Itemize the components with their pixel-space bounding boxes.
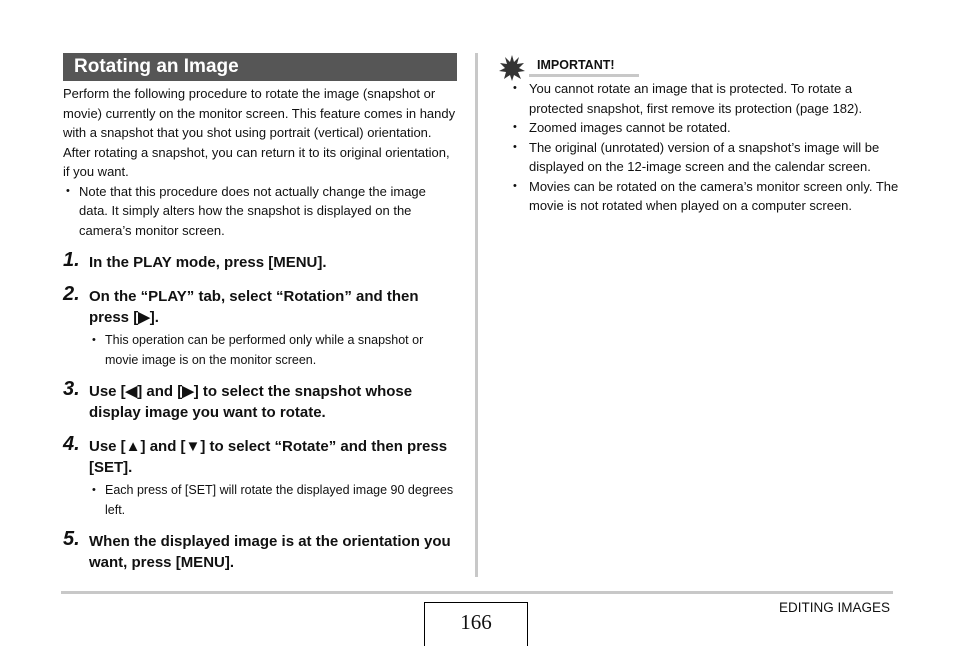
important-underline — [529, 74, 639, 77]
step-number: 5. — [63, 528, 80, 550]
important-item: • Movies can be rotated on the camera’s monitor screen only. The movie is not rotated when played on a computer screen. — [499, 177, 899, 216]
step-1 — [63, 249, 457, 274]
step-2 — [63, 283, 457, 370]
starburst-icon — [499, 55, 525, 81]
important-header — [499, 53, 899, 79]
important-item: • The original (unrotated) version of a snapshot’s image will be displayed on the 12-image screen and the calendar screen. — [499, 138, 899, 177]
left-column — [63, 53, 457, 240]
step-3 — [63, 378, 457, 423]
important-label: IMPORTANT! — [537, 58, 615, 72]
step-number: 4. — [63, 433, 80, 455]
step-note: • This operation can be performed only while a snapshot or movie image is on the monitor screen. — [89, 331, 457, 370]
intro-note: • Note that this procedure does not actually change the image data. It simply alters how the snapshot is displayed on the camera’s monitor screen. — [63, 182, 457, 241]
step-number: 1. — [63, 249, 80, 271]
step-text: In the PLAY mode, press [MENU]. — [89, 254, 327, 271]
step-number: 3. — [63, 378, 80, 400]
step-note: • Each press of [SET] will rotate the displayed image 90 degrees left. — [89, 481, 457, 520]
important-item: • Zoomed images cannot be rotated. — [499, 118, 899, 138]
step-4 — [63, 433, 457, 520]
section-heading: Rotating an Image — [63, 53, 457, 81]
intro-paragraph: Perform the following procedure to rotate the image (snapshot or movie) currently on the monitor screen. This feature comes in handy with a snapshot that you shot using portrait (vertical) orientation. After rotating a snapshot, you can return it to its original orientation, if you want. — [63, 86, 456, 179]
step-5 — [63, 528, 457, 573]
footer-rule — [61, 591, 893, 594]
important-item: • You cannot rotate an image that is protected. To rotate a protected snapshot, first remove its protection (page 182). — [499, 79, 899, 118]
step-text: When the displayed image is at the orientation you want, press [MENU]. — [89, 533, 451, 571]
section-name: EDITING IMAGES — [778, 600, 890, 615]
column-divider — [475, 53, 478, 577]
right-column — [499, 53, 899, 216]
step-number: 2. — [63, 283, 80, 305]
step-text: On the “PLAY” tab, select “Rotation” and then press [▶]. — [89, 288, 419, 326]
page-number: 166 — [424, 602, 528, 646]
step-text: Use [◀] and [▶] to select the snapshot whose display image you want to rotate. — [89, 383, 413, 421]
step-text: Use [▲] and [▼] to select “Rotate” and then press [SET]. — [89, 438, 448, 476]
